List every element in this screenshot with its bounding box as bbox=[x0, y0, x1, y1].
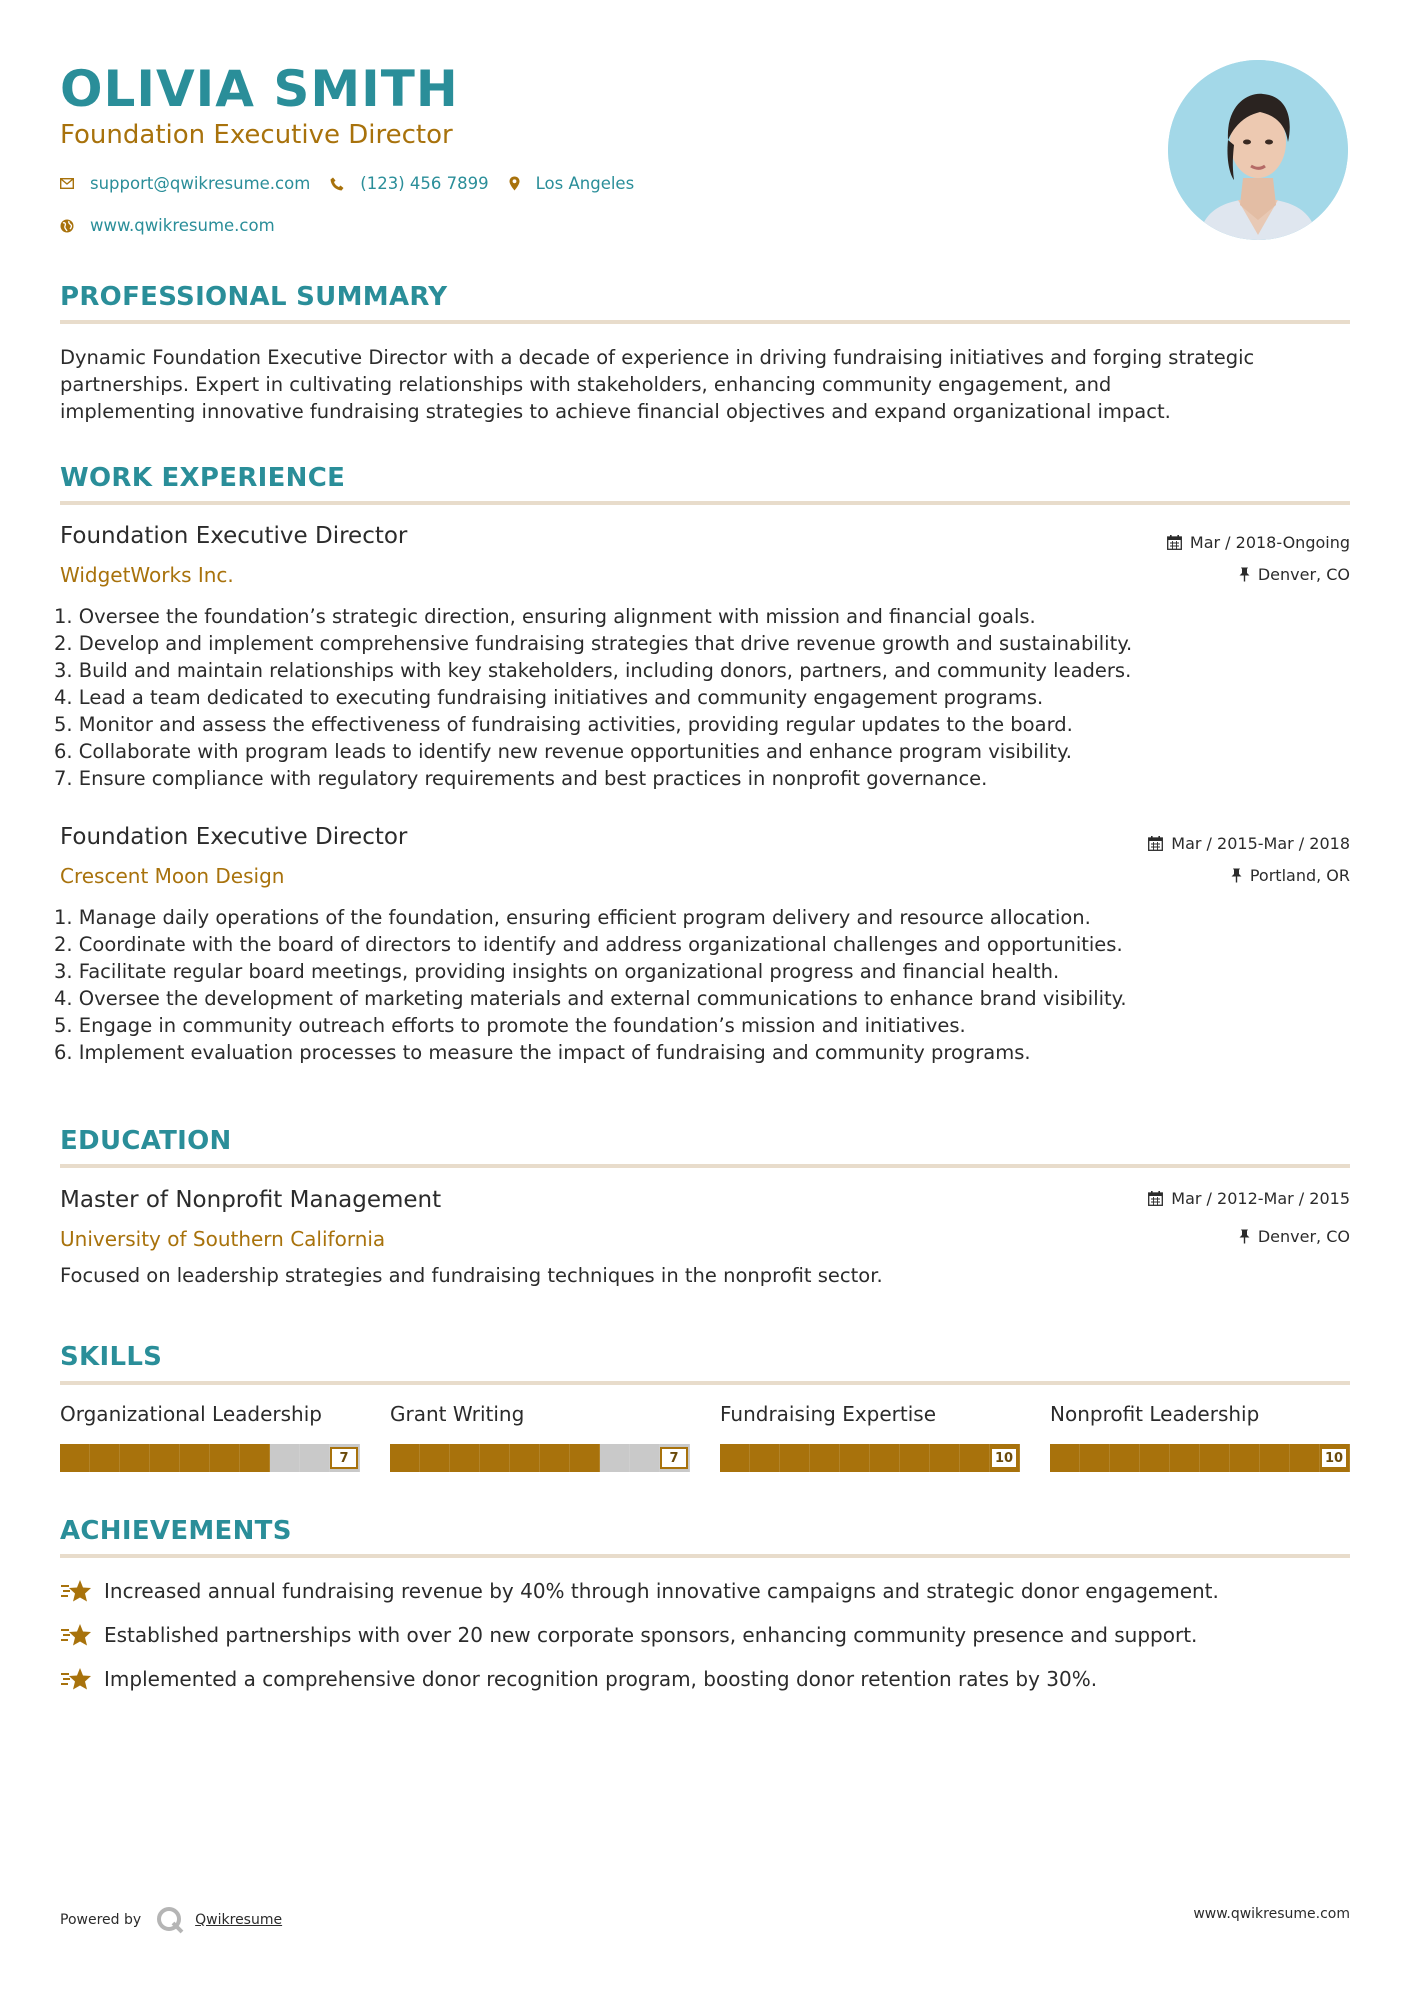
skill-bar-segment bbox=[960, 1444, 990, 1472]
job-bullets bbox=[54, 603, 1344, 792]
skill-item bbox=[1050, 1402, 1350, 1472]
company-name: Crescent Moon Design bbox=[60, 864, 285, 888]
job-bullet: 5. Engage in community outreach efforts to promote the foundation’s mission and initiatives. bbox=[54, 1014, 966, 1037]
candidate-name: OLIVIA SMITH bbox=[60, 60, 459, 118]
skill-bar-segment bbox=[300, 1444, 330, 1472]
job-dates bbox=[1148, 834, 1350, 853]
achievement-text: Increased annual fundraising revenue by 40% through innovative campaigns and strategic donor engagement. bbox=[104, 1579, 1219, 1603]
skill-bar-segment bbox=[120, 1444, 150, 1472]
candidate-role: Foundation Executive Director bbox=[60, 120, 453, 150]
contact-website[interactable] bbox=[60, 216, 275, 235]
job-location-text: Portland, OR bbox=[1249, 866, 1350, 885]
skill-bar-segment bbox=[870, 1444, 900, 1472]
job-location bbox=[1231, 866, 1350, 885]
skill-bar-segment bbox=[1170, 1444, 1200, 1472]
skill-bar bbox=[1050, 1444, 1350, 1472]
phone-icon bbox=[330, 177, 344, 191]
skill-bar-segment bbox=[210, 1444, 240, 1472]
skill-bar-segment bbox=[270, 1444, 300, 1472]
skill-bar-segment bbox=[570, 1444, 600, 1472]
profile-photo bbox=[1168, 60, 1348, 240]
degree-title: Master of Nonprofit Management bbox=[60, 1187, 442, 1213]
achievements-divider bbox=[60, 1554, 1350, 1558]
skill-score: 7 bbox=[330, 1447, 358, 1469]
skill-bar-segment bbox=[600, 1444, 630, 1472]
work-heading: WORK EXPERIENCE bbox=[60, 463, 346, 493]
contact-phone[interactable] bbox=[330, 174, 488, 193]
email-text: support@qwikresume.com bbox=[90, 174, 311, 193]
shooting-star-icon bbox=[60, 1666, 92, 1692]
map-pin-icon bbox=[509, 176, 520, 191]
job-bullet: 4. Oversee the development of marketing materials and external communications to enhance brand visibility. bbox=[54, 987, 1127, 1010]
skill-item bbox=[390, 1402, 690, 1472]
skill-bar-segment bbox=[390, 1444, 420, 1472]
skill-bar-segment bbox=[1290, 1444, 1320, 1472]
job-dates bbox=[1167, 533, 1350, 552]
skill-bar-segment bbox=[840, 1444, 870, 1472]
job-location-text: Denver, CO bbox=[1257, 565, 1350, 584]
skill-item bbox=[60, 1402, 360, 1472]
skill-bar-segment bbox=[90, 1444, 120, 1472]
qwikresume-logo-icon bbox=[155, 1905, 185, 1935]
work-divider bbox=[60, 501, 1350, 505]
achievement-text: Implemented a comprehensive donor recognition program, boosting donor retention rates by 30%. bbox=[104, 1667, 1098, 1691]
skill-bar-segment bbox=[180, 1444, 210, 1472]
job-bullets bbox=[54, 904, 1344, 1066]
brand-link[interactable]: Qwikresume bbox=[195, 1912, 283, 1928]
phone-text: (123) 456 7899 bbox=[360, 174, 489, 193]
job-title: Foundation Executive Director bbox=[60, 824, 408, 850]
summary-divider bbox=[60, 320, 1350, 324]
contact-row bbox=[60, 174, 654, 193]
skill-score: 10 bbox=[990, 1447, 1018, 1469]
education-description: Focused on leadership strategies and fundraising techniques in the nonprofit sector. bbox=[60, 1264, 883, 1287]
skill-score: 10 bbox=[1320, 1447, 1348, 1469]
summary-line: Dynamic Foundation Executive Director with a decade of experience in driving fundraising initiatives and forging strategic bbox=[60, 346, 1255, 369]
school-name: University of Southern California bbox=[60, 1227, 386, 1251]
job-bullet: 6. Implement evaluation processes to measure the impact of fundraising and community programs. bbox=[54, 1041, 1031, 1064]
skill-item bbox=[720, 1402, 1020, 1472]
skill-bar-segment bbox=[240, 1444, 270, 1472]
achievement-item bbox=[60, 1578, 1219, 1604]
skill-bar-segment bbox=[540, 1444, 570, 1472]
skill-name: Organizational Leadership bbox=[60, 1402, 322, 1426]
skill-bar-segment bbox=[1260, 1444, 1290, 1472]
skill-name: Fundraising Expertise bbox=[720, 1402, 937, 1426]
education-dates bbox=[1148, 1189, 1350, 1208]
job-bullet: 3. Facilitate regular board meetings, providing insights on organizational progress and financial health. bbox=[54, 960, 1060, 983]
job-bullet: 1. Manage daily operations of the foundation, ensuring efficient program delivery and resource allocation. bbox=[54, 906, 1091, 929]
skill-bar-segment bbox=[900, 1444, 930, 1472]
job-bullet: 3. Build and maintain relationships with key stakeholders, including donors, partners, and community leaders. bbox=[54, 659, 1132, 682]
skill-bar-segment bbox=[1230, 1444, 1260, 1472]
skill-bar-segment bbox=[1140, 1444, 1170, 1472]
skills-divider bbox=[60, 1381, 1350, 1385]
skill-bar-segment bbox=[420, 1444, 450, 1472]
job-bullet: 6. Collaborate with program leads to identify new revenue opportunities and enhance program visibility. bbox=[54, 740, 1073, 763]
skill-bar-segment bbox=[930, 1444, 960, 1472]
skill-bar-segment bbox=[780, 1444, 810, 1472]
achievement-text: Established partnerships with over 20 new corporate sponsors, enhancing community presence and support. bbox=[104, 1623, 1198, 1647]
skill-score: 7 bbox=[660, 1447, 688, 1469]
shooting-star-icon bbox=[60, 1622, 92, 1648]
education-location bbox=[1239, 1227, 1350, 1246]
skill-bar-segment bbox=[1110, 1444, 1140, 1472]
skill-name: Grant Writing bbox=[390, 1402, 525, 1426]
resume-page bbox=[54, 0, 1350, 1990]
skill-bar-segment bbox=[1050, 1444, 1080, 1472]
summary-line: implementing innovative fundraising strategies to achieve financial objectives and expand organizational impact. bbox=[60, 400, 1171, 423]
contact-email[interactable] bbox=[60, 174, 310, 193]
skill-bar-segment bbox=[630, 1444, 660, 1472]
pushpin-icon bbox=[1239, 567, 1250, 582]
portrait-illustration bbox=[1168, 60, 1348, 240]
skill-bar-segment bbox=[750, 1444, 780, 1472]
shooting-star-icon bbox=[60, 1578, 92, 1604]
pushpin-icon bbox=[1239, 1229, 1250, 1244]
footer-url[interactable]: www.qwikresume.com bbox=[1193, 1906, 1350, 1922]
job-bullet: 2. Develop and implement comprehensive fundraising strategies that drive revenue growth and sustainability. bbox=[54, 632, 1133, 655]
company-name: WidgetWorks Inc. bbox=[60, 563, 234, 587]
summary-heading: PROFESSIONAL SUMMARY bbox=[60, 282, 448, 312]
calendar-icon bbox=[1167, 535, 1182, 550]
job-bullet: 1. Oversee the foundation’s strategic direction, ensuring alignment with mission and financial goals. bbox=[54, 605, 1036, 628]
job-location bbox=[1239, 565, 1350, 584]
education-heading: EDUCATION bbox=[60, 1126, 232, 1156]
skill-bar-segment bbox=[450, 1444, 480, 1472]
skill-bar-segment bbox=[480, 1444, 510, 1472]
job-title: Foundation Executive Director bbox=[60, 523, 408, 549]
job-bullet: 5. Monitor and assess the effectiveness of fundraising activities, providing regular updates to the board. bbox=[54, 713, 1073, 736]
summary-line: partnerships. Expert in cultivating relationships with stakeholders, enhancing community engagement, and bbox=[60, 373, 1112, 396]
skill-bar bbox=[720, 1444, 1020, 1472]
job-bullet: 4. Lead a team dedicated to executing fundraising initiatives and community engagement programs. bbox=[54, 686, 1044, 709]
skill-bar-segment bbox=[810, 1444, 840, 1472]
skill-bar-segment bbox=[1200, 1444, 1230, 1472]
summary-text bbox=[60, 344, 1350, 425]
job-bullet: 2. Coordinate with the board of directors to identify and address organizational challenges and opportunities. bbox=[54, 933, 1123, 956]
calendar-icon bbox=[1148, 1191, 1163, 1206]
skill-bar-segment bbox=[60, 1444, 90, 1472]
contact-location bbox=[509, 174, 635, 193]
achievements-heading: ACHIEVEMENTS bbox=[60, 1516, 292, 1546]
skill-bar-segment bbox=[510, 1444, 540, 1472]
job-bullet: 7. Ensure compliance with regulatory requirements and best practices in nonprofit governance. bbox=[54, 767, 988, 790]
skill-bar-segment bbox=[1080, 1444, 1110, 1472]
calendar-icon bbox=[1148, 836, 1163, 851]
achievement-item bbox=[60, 1622, 1197, 1648]
education-location-text: Denver, CO bbox=[1257, 1227, 1350, 1246]
location-text: Los Angeles bbox=[535, 174, 635, 193]
education-dates-text: Mar / 2012-Mar / 2015 bbox=[1171, 1189, 1350, 1208]
skill-bar-segment bbox=[150, 1444, 180, 1472]
powered-by-label: Powered by bbox=[60, 1912, 142, 1928]
website-text: www.qwikresume.com bbox=[90, 216, 275, 235]
skill-bar bbox=[60, 1444, 360, 1472]
pushpin-icon bbox=[1231, 868, 1242, 883]
globe-icon bbox=[60, 219, 74, 233]
envelope-icon bbox=[60, 178, 74, 189]
skill-bar bbox=[390, 1444, 690, 1472]
education-divider bbox=[60, 1164, 1350, 1168]
job-dates-text: Mar / 2015-Mar / 2018 bbox=[1171, 834, 1350, 853]
skill-name: Nonprofit Leadership bbox=[1050, 1402, 1260, 1426]
skill-bar-segment bbox=[720, 1444, 750, 1472]
footer-powered-by bbox=[60, 1905, 282, 1935]
job-dates-text: Mar / 2018-Ongoing bbox=[1189, 533, 1350, 552]
skills-heading: SKILLS bbox=[60, 1342, 163, 1372]
contact-row-website bbox=[60, 216, 295, 235]
achievement-item bbox=[60, 1666, 1097, 1692]
